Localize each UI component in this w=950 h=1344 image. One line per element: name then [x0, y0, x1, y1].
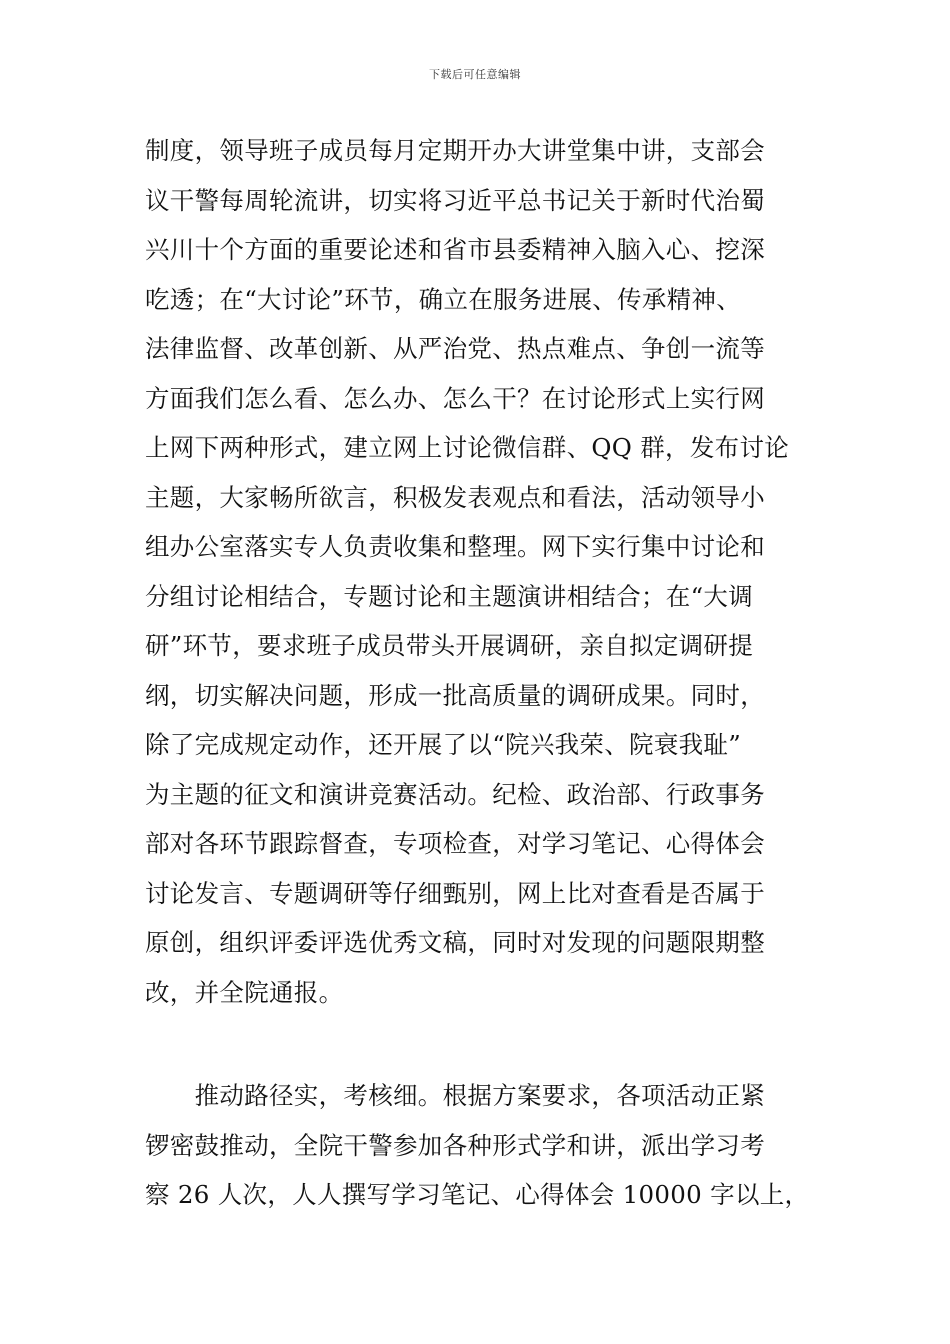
text-line: 改，并全院通报。: [145, 977, 344, 1007]
text-line: 吃透；在“大讨论”环节，确立在服务进展、传承精神、: [145, 284, 742, 314]
page-header-note: 下载后可任意编辑: [429, 68, 521, 81]
text-line: 主题，大家畅所欲言，积极发表观点和看法，活动领导小: [145, 482, 765, 512]
text-line: 原创，组织评委评选优秀文稿，同时对发现的问题限期整: [145, 928, 765, 957]
text-line: 分组讨论相结合，专题讨论和主题演讲相结合；在“大调: [145, 581, 754, 611]
text-line: 讨论发言、专题调研等仔细甄别，网上比对查看是否属于: [145, 878, 765, 908]
text-line: 锣密鼓推动，全院干警参加各种形式学和讲，派出学习考: [145, 1130, 765, 1160]
text-line: 部对各环节跟踪督查，专项检查，对学习笔记、心得体会: [145, 829, 765, 858]
text-line: 察 26 人次，人人撰写学习笔记、心得体会 10000 字以上，: [145, 1180, 810, 1209]
body-paragraph-2: [145, 1071, 809, 1220]
text-line: 议干警每周轮流讲，切实将习近平总书记关于新时代治蜀: [145, 185, 765, 215]
text-line: 除了完成规定动作，还开展了以“院兴我荣、院衰我耻”: [145, 730, 742, 759]
body-paragraph-1: [145, 126, 789, 1017]
text-line: 组办公室落实专人负责收集和整理。网下实行集中讨论和: [145, 532, 765, 561]
text-line: 制度，领导班子成员每月定期开办大讲堂集中讲，支部会: [145, 136, 765, 165]
text-line: 法律监督、改革创新、从严治党、热点难点、争创一流等: [145, 334, 765, 363]
text-line: 为主题的征文和演讲竞赛活动。纪检、政治部、行政事务: [145, 779, 765, 809]
text-line: 兴川十个方面的重要论述和省市县委精神入脑入心、挖深: [145, 235, 765, 264]
text-line: 研”环节，要求班子成员带头开展调研，亲自拟定调研提: [145, 631, 754, 660]
text-line: 纲，切实解决问题，形成一批高质量的调研成果。同时，: [145, 680, 765, 710]
text-line: 上网下两种形式，建立网上讨论微信群、QQ 群，发布讨论: [145, 433, 790, 462]
text-line: 方面我们怎么看、怎么办、怎么干？在讨论形式上实行网: [145, 383, 765, 413]
text-line: 推动路径实，考核细。根据方案要求，各项活动正紧: [145, 1081, 765, 1110]
